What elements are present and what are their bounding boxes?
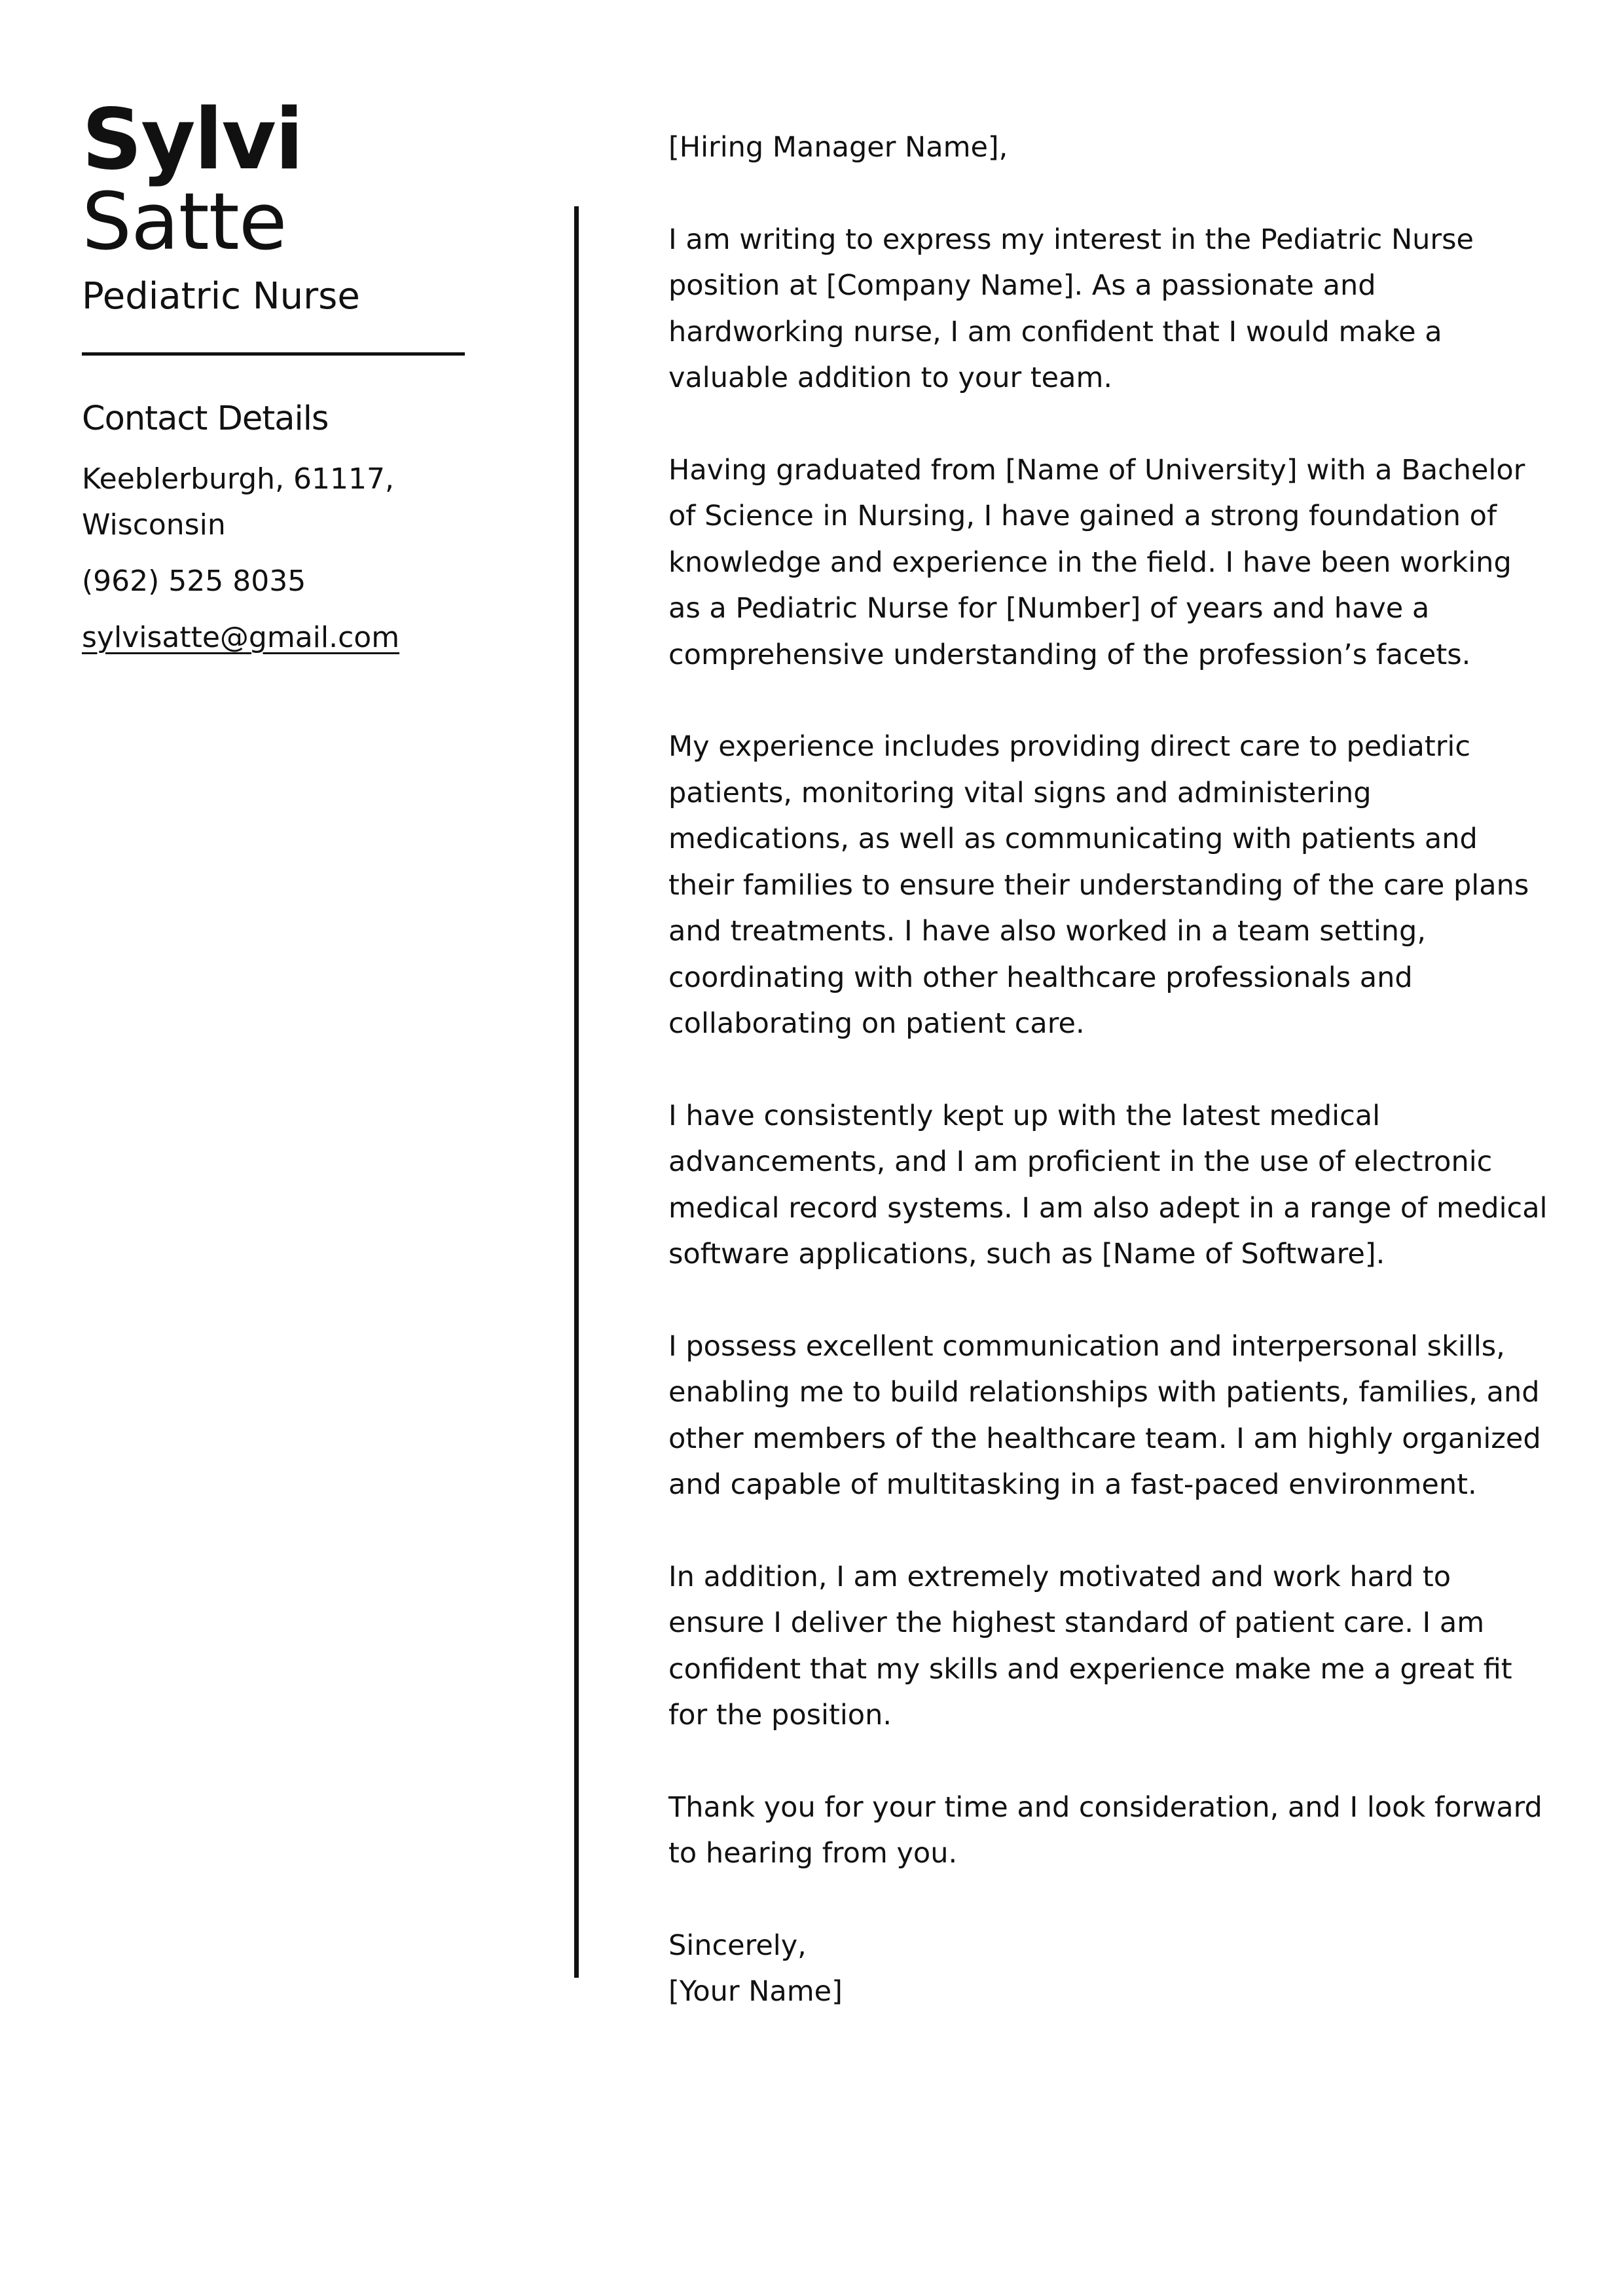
contact-email-link[interactable]: sylvisatte@gmail.com bbox=[82, 621, 400, 654]
letter-body bbox=[668, 124, 1549, 2015]
contact-heading: Contact Details bbox=[82, 399, 329, 438]
letter-paragraph-2: Having graduated from [Name of University] with a Bachelor of Science in Nursing, I have gained a strong foundation of knowledge and experience in the field. I have been working as a Pediatric Nurse for [Number] of years and have a comprehensive understanding of the profession’s facets. bbox=[668, 453, 1525, 671]
letter-paragraph-1: I am writing to express my interest in the Pediatric Nurse position at [Company Name]. As a passionate and hardworking nurse, I am confident that I would make a valuable addition to your team. bbox=[668, 223, 1474, 394]
letter-paragraph-3: My experience includes providing direct care to pediatric patients, monitoring vital signs and administering medications, as well as communicating with patients and their families to ensure their understanding of the care plans and treatments. I have also worked in a team setting, coordinating with other healthcare professionals and collaborating on patient care. bbox=[668, 730, 1529, 1040]
letter-paragraph-4: I have consistently kept up with the latest medical advancements, and I am proficient in the use of electronic medical record systems. I am also adept in a range of medical software applications, such as [Name of Software]. bbox=[668, 1099, 1548, 1270]
salutation: [Hiring Manager Name], bbox=[668, 131, 1008, 164]
contact-phone: (962) 525 8035 bbox=[82, 565, 306, 598]
sidebar bbox=[82, 91, 468, 661]
letter-paragraph-6: In addition, I am extremely motivated and work hard to ensure I deliver the highest standard of patient care. I am confident that my skills and experience make me a great fit for the position. bbox=[668, 1560, 1512, 1731]
vertical-divider bbox=[574, 206, 579, 1978]
first-name: Sylvi bbox=[82, 91, 302, 189]
letter-paragraph-7: Thank you for your time and consideration, and I look forward to hearing from you. bbox=[668, 1790, 1542, 1870]
last-name: Satte bbox=[82, 177, 287, 268]
header-divider bbox=[82, 352, 465, 356]
letter-paragraph-5: I possess excellent communication and interpersonal skills, enabling me to build relationships with patients, families, and other members of the healthcare team. I am highly organized and capable of multitasking in a fast-paced environment. bbox=[668, 1329, 1541, 1501]
job-title: Pediatric Nurse bbox=[82, 275, 360, 318]
contact-address: Keeblerburgh, 61117, Wisconsin bbox=[82, 462, 394, 542]
signature: [Your Name] bbox=[668, 1975, 843, 2008]
closing: Sincerely, bbox=[668, 1929, 807, 1962]
